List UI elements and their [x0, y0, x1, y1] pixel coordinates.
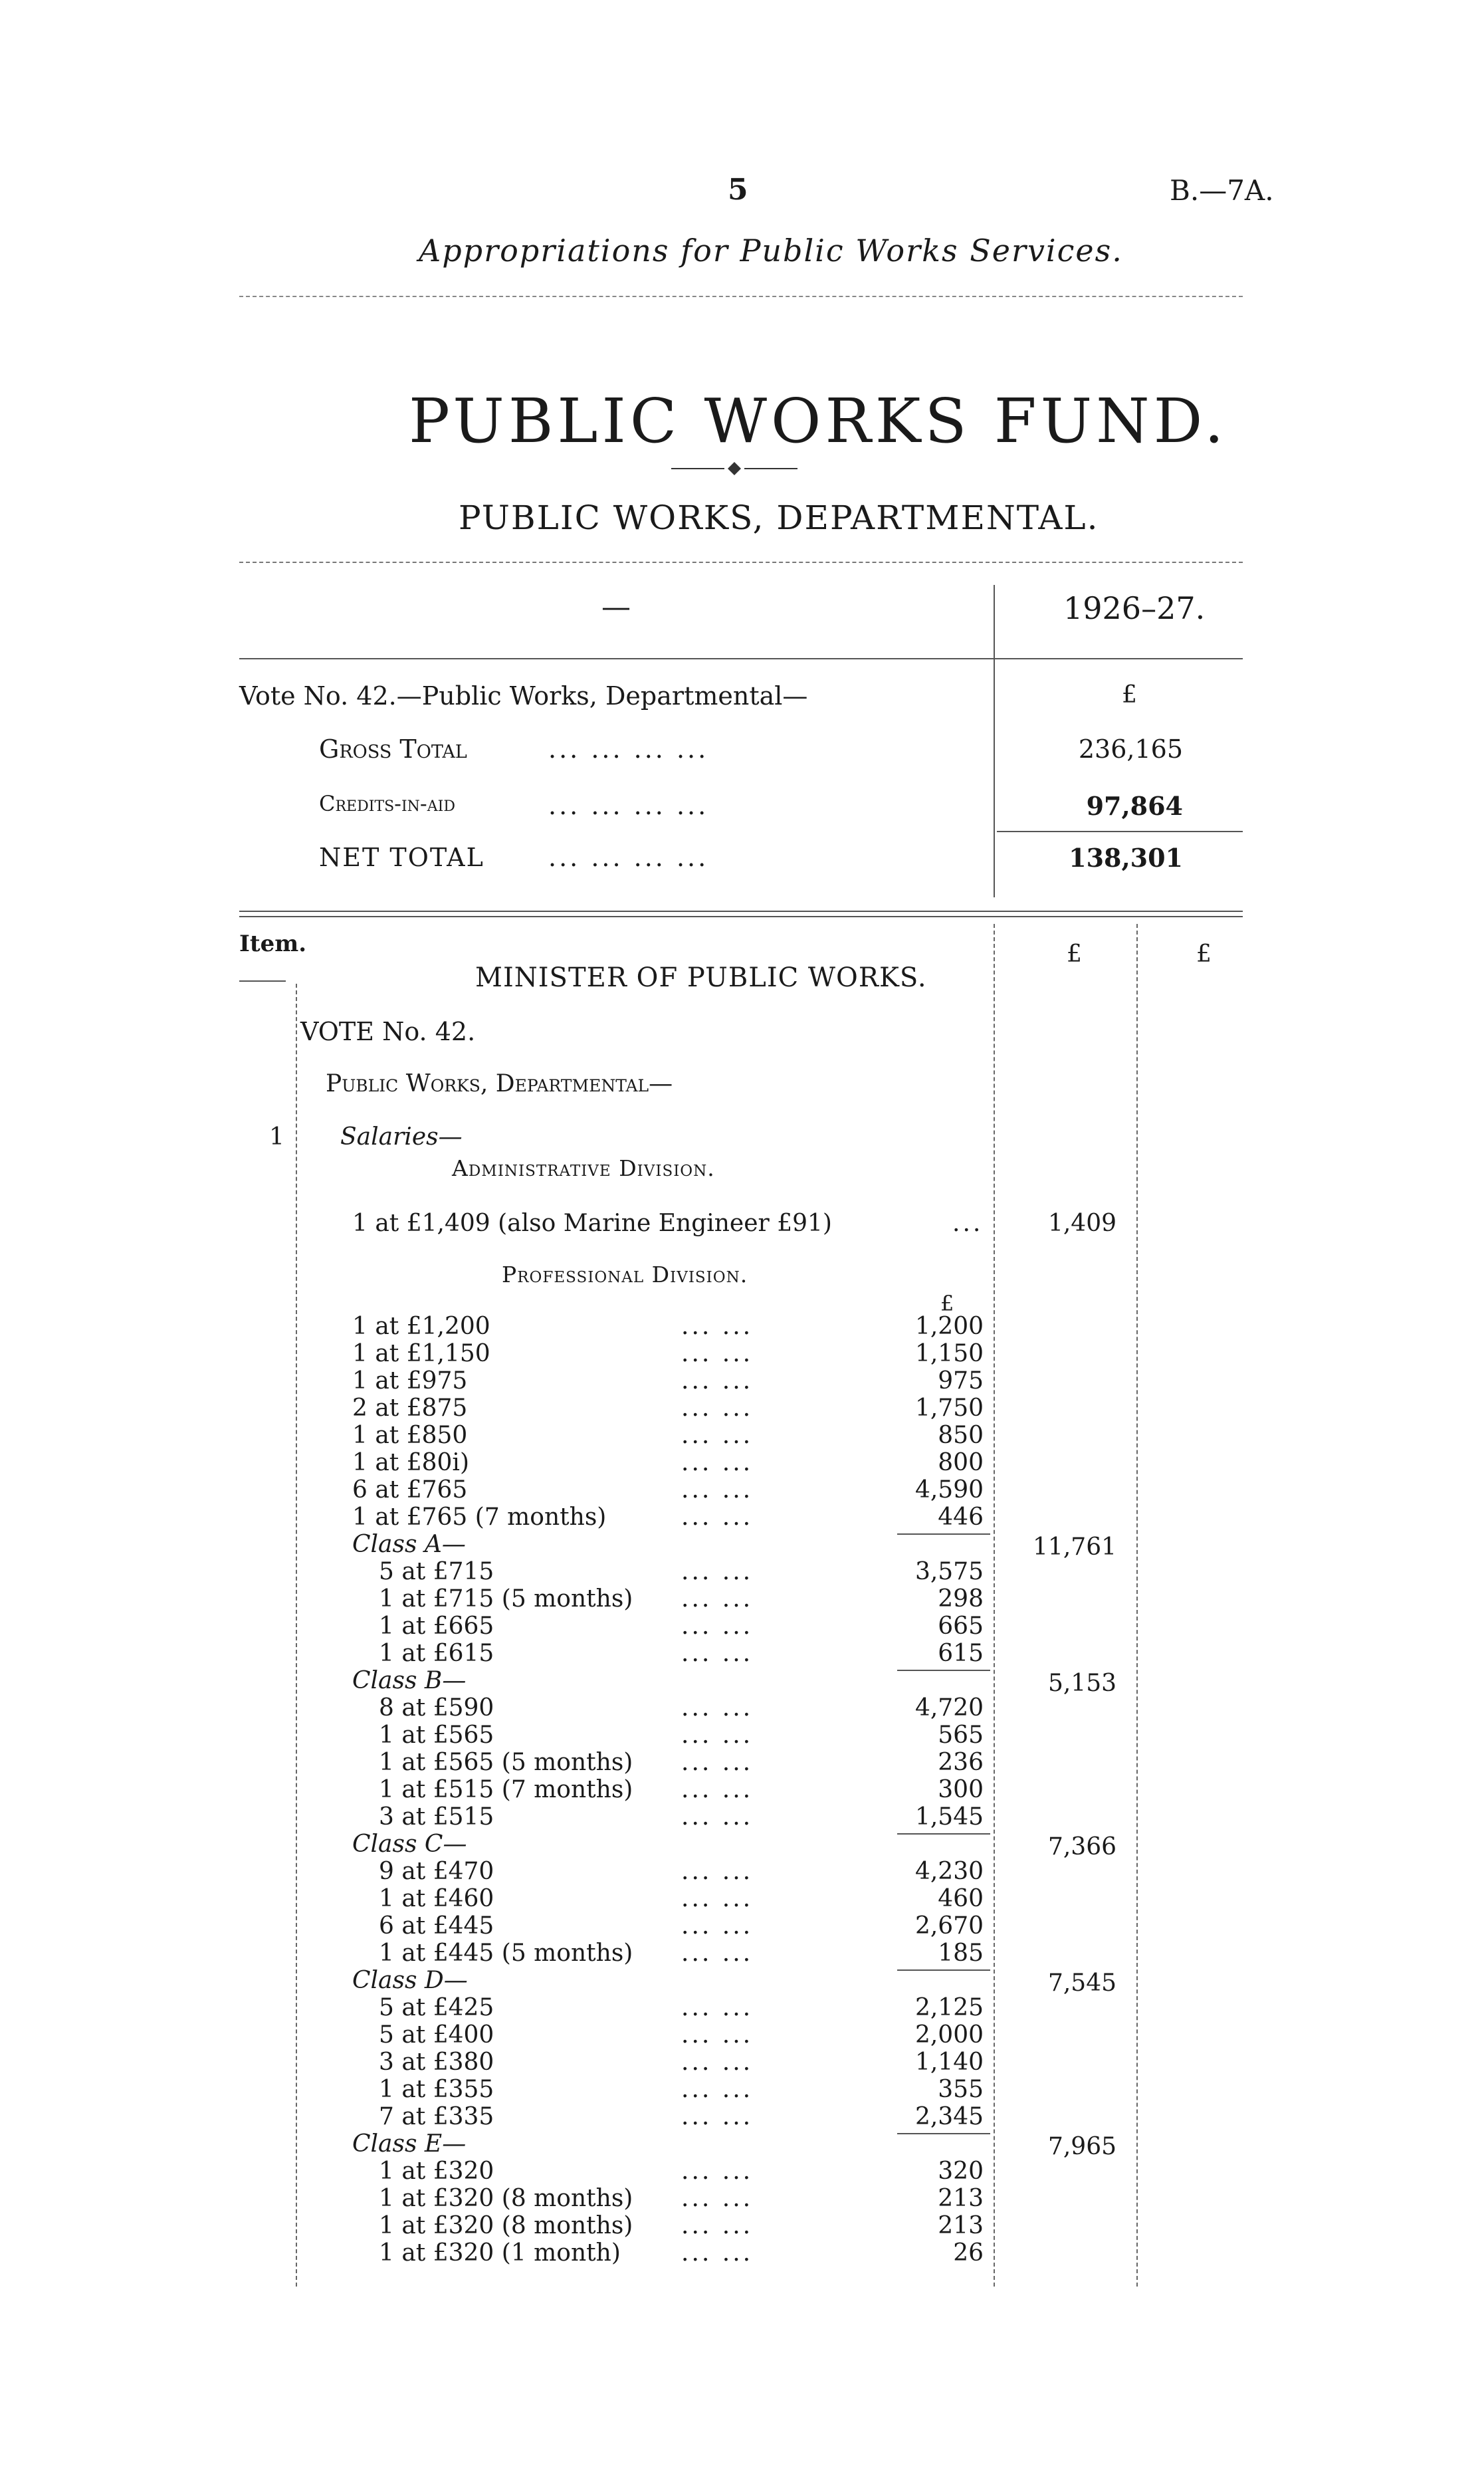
salary-row-leader: ... ... — [681, 2076, 754, 2103]
admin-salary-total: 1,409 — [1047, 1210, 1116, 1237]
summary-header-rule — [239, 658, 1243, 659]
salary-row-leader: ... ... — [681, 1749, 754, 1776]
professional-division-heading: Professional Division. — [502, 1262, 748, 1288]
salary-row-amount: 2,345 — [914, 2103, 984, 2130]
salary-row-text: 1 at £715 (5 months) — [379, 1585, 633, 1613]
salary-row-text: 5 at £715 — [379, 1558, 494, 1585]
salary-row-amount: 1,140 — [914, 2049, 984, 2076]
salary-row-text: 1 at £665 — [379, 1613, 494, 1640]
admin-salary-leader: ... — [952, 1210, 984, 1237]
salary-row-leader: ... ... — [681, 1940, 754, 1967]
summary-pound-sign: £ — [1122, 681, 1137, 709]
salary-row-amount: 800 — [938, 1449, 984, 1476]
item-header-rule — [239, 980, 286, 982]
group-total: 5,153 — [1047, 1670, 1116, 1697]
vote-heading: VOTE No. 42. — [300, 1017, 476, 1046]
salary-row-amount: 446 — [938, 1504, 984, 1531]
salary-row-text: 1 at £320 (1 month) — [379, 2239, 621, 2267]
salary-row-text: 1 at £445 (5 months) — [379, 1940, 633, 1967]
salary-row-amount: 2,670 — [914, 1912, 984, 1940]
salary-row-text: 1 at £355 — [379, 2076, 494, 2103]
salary-row-leader: ... ... — [681, 1558, 754, 1585]
salary-row-text: 1 at £565 — [379, 1722, 494, 1749]
salary-row-text: 9 at £470 — [379, 1858, 494, 1885]
item-number: 1 — [269, 1123, 284, 1151]
salary-row-text: 7 at £335 — [379, 2103, 494, 2130]
salary-row-amount: 320 — [938, 2158, 984, 2185]
salary-row-text: 1 at £1,200 — [352, 1313, 490, 1340]
salary-row-leader: ... ... — [681, 2212, 754, 2239]
salary-row-text: 6 at £445 — [379, 1912, 494, 1940]
ornament-divider — [671, 459, 797, 479]
salary-row-amount: 213 — [938, 2212, 984, 2239]
salary-row-amount: 185 — [938, 1940, 984, 1967]
salary-row-amount: 850 — [938, 1422, 984, 1449]
salary-row-amount: 213 — [938, 2185, 984, 2212]
salary-row-leader: ... ... — [681, 1367, 754, 1395]
salary-row-text: 5 at £425 — [379, 1994, 494, 2021]
salary-row-leader: ... ... — [681, 1395, 754, 1422]
salary-row-text: 1 at £320 (8 months) — [379, 2212, 633, 2239]
running-title: Appropriations for Public Works Services. — [419, 233, 1123, 269]
item-column-divider — [296, 984, 297, 2287]
salary-row-text: 1 at £515 (7 months) — [379, 1776, 633, 1803]
class-label: Class C— — [352, 1831, 467, 1858]
salary-row-leader: ... ... — [681, 1885, 754, 1912]
summary-bottom-rule-2 — [239, 916, 1243, 917]
summary-column-dash: — — [601, 590, 631, 624]
section-heading: Public Works, Departmental— — [326, 1070, 673, 1097]
credits-in-aid-label: Credits-in-aid — [319, 791, 455, 816]
salary-row-leader: ... ... — [681, 1694, 754, 1722]
class-label: Class E— — [352, 2130, 467, 2158]
header-rule — [239, 296, 1243, 297]
salary-row-leader: ... ... — [681, 1776, 754, 1803]
page-number: 5 — [728, 173, 748, 207]
salary-row-amount: 665 — [938, 1613, 984, 1640]
salary-row-text: 8 at £590 — [379, 1694, 494, 1722]
administrative-division-heading: Administrative Division. — [452, 1155, 715, 1181]
sub-title: PUBLIC WORKS, DEPARTMENTAL. — [459, 499, 1099, 537]
salary-row-amount: 975 — [938, 1367, 984, 1395]
class-label: Class B— — [352, 1667, 467, 1694]
salary-row-leader: ... ... — [681, 1803, 754, 1831]
salary-row-amount: 460 — [938, 1885, 984, 1912]
salary-row-leader: ... ... — [681, 1449, 754, 1476]
summary-top-rule — [239, 562, 1243, 563]
salary-row-amount: 1,545 — [914, 1803, 984, 1831]
salary-row-leader: ... ... — [681, 1422, 754, 1449]
salary-row-text: 3 at £515 — [379, 1803, 494, 1831]
salary-row-text: 2 at £875 — [352, 1395, 468, 1422]
salary-row-leader: ... ... — [681, 1476, 754, 1504]
salaries-label: Salaries— — [340, 1123, 463, 1151]
salary-row-amount: 1,750 — [914, 1395, 984, 1422]
salary-row-leader: ... ... — [681, 1994, 754, 2021]
salary-row-amount: 4,720 — [914, 1694, 984, 1722]
salary-row-text: 1 at £320 — [379, 2158, 494, 2185]
salary-row-leader: ... ... — [681, 2158, 754, 2185]
group-total: 11,761 — [1033, 1533, 1116, 1561]
group-total: 7,965 — [1047, 2133, 1116, 2160]
salary-row-leader: ... ... — [681, 2239, 754, 2267]
item-column-header: Item. — [239, 931, 307, 957]
salary-row-leader: ... ... — [681, 1613, 754, 1640]
salary-row-amount: 236 — [938, 1749, 984, 1776]
class-label: Class A— — [352, 1531, 466, 1558]
summary-column-divider — [994, 585, 995, 897]
salary-row-leader: ... ... — [681, 2185, 754, 2212]
salary-row-amount: 26 — [953, 2239, 984, 2267]
salary-row-leader: ... ... — [681, 2021, 754, 2049]
gross-total-label: Gross Total — [319, 734, 467, 764]
salary-row-leader: ... ... — [681, 1912, 754, 1940]
salary-row-text: 1 at £565 (5 months) — [379, 1749, 633, 1776]
vote-label: Vote No. 42.—Public Works, Departmental— — [239, 681, 808, 711]
net-total-value: 138,301 — [1069, 843, 1183, 873]
salary-row-amount: 4,590 — [914, 1476, 984, 1504]
main-title: PUBLIC WORKS FUND. — [409, 386, 1228, 457]
salary-row-leader: ... ... — [681, 1640, 754, 1667]
salary-row-text: 1 at £460 — [379, 1885, 494, 1912]
salary-row-amount: 1,150 — [914, 1340, 984, 1367]
salary-row-amount: 300 — [938, 1776, 984, 1803]
salary-row-amount: 2,000 — [914, 2021, 984, 2049]
salary-row-amount: 2,125 — [914, 1994, 984, 2021]
salary-row-text: 1 at £80i) — [352, 1449, 469, 1476]
salary-row-text: 6 at £765 — [352, 1476, 468, 1504]
admin-salary-row: 1 at £1,409 (also Marine Engineer £91) — [352, 1210, 832, 1237]
group-total: 7,366 — [1047, 1833, 1116, 1860]
minister-heading: MINISTER OF PUBLIC WORKS. — [475, 962, 927, 993]
salary-row-leader: ... ... — [681, 2103, 754, 2130]
class-label: Class D— — [352, 1967, 468, 1994]
salary-row-text: 1 at £1,150 — [352, 1340, 490, 1367]
gross-total-value: 236,165 — [1078, 734, 1183, 764]
salary-row-text: 5 at £400 — [379, 2021, 494, 2049]
salary-row-amount: 565 — [938, 1722, 984, 1749]
salary-row-leader: ... ... — [681, 1313, 754, 1340]
salary-row-amount: 615 — [938, 1640, 984, 1667]
credits-in-aid-value: 97,864 — [1086, 791, 1183, 821]
gross-total-leader: ... ... ... ... — [548, 734, 709, 764]
total-pound-sign: £ — [1196, 941, 1212, 968]
salary-row-amount: 298 — [938, 1585, 984, 1613]
summary-column-year: 1926–27. — [1063, 590, 1206, 626]
credits-rule — [997, 831, 1243, 832]
salary-row-amount: 355 — [938, 2076, 984, 2103]
salary-row-text: 1 at £320 (8 months) — [379, 2185, 633, 2212]
salary-row-amount: 3,575 — [914, 1558, 984, 1585]
subtotal-pound-sign: £ — [1067, 941, 1082, 968]
amount-pound-sign: £ — [940, 1291, 954, 1316]
salary-row-leader: ... ... — [681, 2049, 754, 2076]
salary-row-leader: ... ... — [681, 1340, 754, 1367]
salary-row-text: 1 at £615 — [379, 1640, 494, 1667]
salary-row-leader: ... ... — [681, 1504, 754, 1531]
amount-column-divider-1 — [994, 924, 995, 2287]
salary-row-text: 1 at £850 — [352, 1422, 468, 1449]
amount-column-divider-2 — [1136, 924, 1138, 2287]
credits-in-aid-leader: ... ... ... ... — [548, 791, 709, 820]
salary-row-leader: ... ... — [681, 1585, 754, 1613]
summary-bottom-rule-1 — [239, 911, 1243, 912]
salary-row-text: 1 at £765 (7 months) — [352, 1504, 607, 1531]
salary-row-text: 1 at £975 — [352, 1367, 468, 1395]
salary-row-leader: ... ... — [681, 1722, 754, 1749]
document-reference: B.—7A. — [1170, 174, 1274, 207]
net-total-leader: ... ... ... ... — [548, 843, 709, 872]
salary-row-leader: ... ... — [681, 1858, 754, 1885]
salary-row-amount: 4,230 — [914, 1858, 984, 1885]
salary-row-text: 3 at £380 — [379, 2049, 494, 2076]
group-total: 7,545 — [1047, 1969, 1116, 1997]
salary-row-amount: 1,200 — [914, 1313, 984, 1340]
net-total-label: NET TOTAL — [319, 843, 484, 872]
